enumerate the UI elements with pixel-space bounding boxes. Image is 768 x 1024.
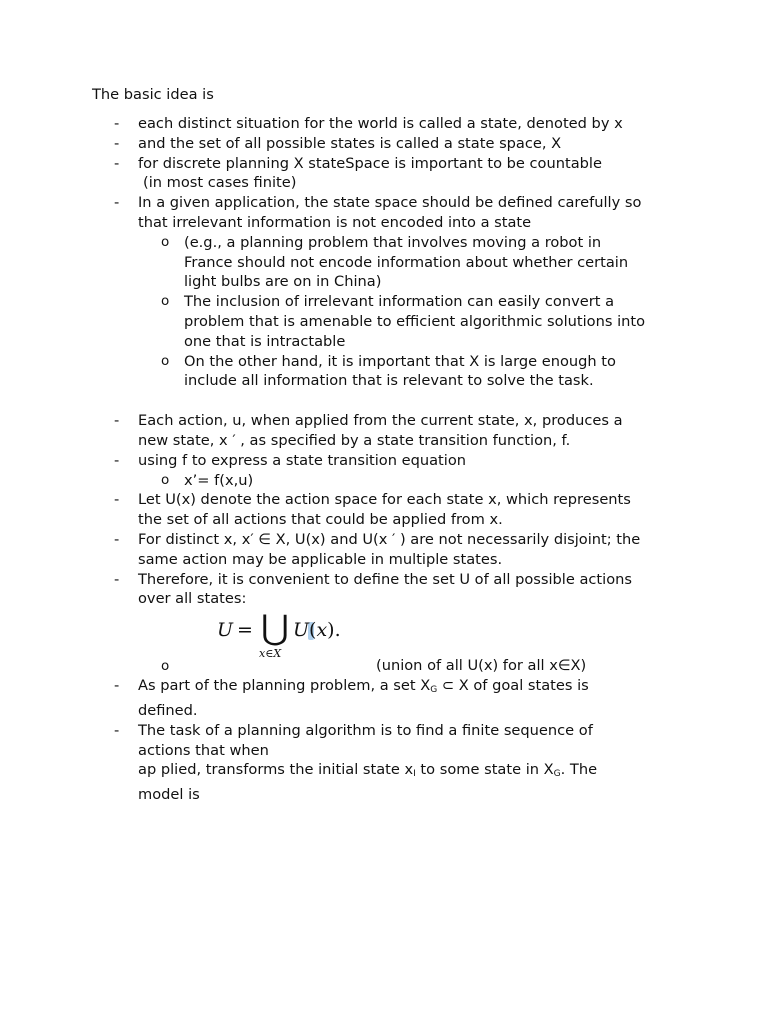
sub-bullet-item bbox=[0, 233, 768, 292]
bullet-item bbox=[0, 570, 768, 610]
transition-equation: x’= f(x,u) bbox=[184, 471, 254, 489]
bullet-line: model is bbox=[138, 786, 200, 804]
bullet-item bbox=[0, 530, 768, 570]
dash-marker: - bbox=[114, 194, 120, 212]
dash-marker: - bbox=[114, 491, 120, 509]
sub-bullet-item bbox=[0, 656, 768, 676]
dash-marker: - bbox=[114, 677, 120, 695]
bullet-line: using f to express a state transition equation bbox=[138, 451, 466, 469]
spacer bbox=[0, 391, 768, 411]
formula-equals: = bbox=[237, 619, 253, 641]
formula-lhs: U bbox=[217, 619, 234, 641]
bullet-item bbox=[0, 134, 768, 154]
circle-marker: o bbox=[161, 233, 170, 250]
bullet-line: that irrelevant information is not encoded into a state bbox=[138, 213, 532, 231]
bullet-item bbox=[0, 193, 768, 233]
dash-marker: - bbox=[114, 451, 120, 469]
bullet-item bbox=[0, 154, 768, 174]
circle-marker: o bbox=[161, 293, 170, 310]
circle-marker: o bbox=[161, 352, 170, 369]
task-line: ap plied, transforms the initial state $x_I$ to some state in $X_G$. The bbox=[138, 761, 598, 780]
sub-bullet-item bbox=[0, 292, 768, 351]
big-union-symbol: ⋃ bbox=[261, 608, 289, 648]
formula-space bbox=[0, 609, 768, 656]
bullet-item bbox=[0, 676, 768, 721]
sub-line: problem that is amenable to efficient algorithmic solutions into bbox=[184, 312, 646, 330]
circle-marker: o bbox=[161, 471, 170, 488]
sub-line: include all information that is relevant to solve the task. bbox=[184, 372, 594, 390]
bullet-item bbox=[0, 411, 768, 451]
bullet-line: Let U(x) denote the action space for each state x, which represents bbox=[138, 491, 631, 509]
bullet-line: The task of a planning algorithm is to find a finite sequence of bbox=[138, 721, 593, 739]
bullet-line: Therefore, it is convenient to define the set U of all possible actions bbox=[138, 570, 632, 588]
bullet-line: For distinct x, x′ ∈ X, U(x) and U(x ′ ) are not necessarily disjoint; the bbox=[138, 530, 641, 548]
dash-marker: - bbox=[114, 154, 120, 172]
bullet-item bbox=[0, 114, 768, 134]
sub-line: one that is intractable bbox=[184, 332, 346, 350]
circle-marker: o bbox=[161, 658, 170, 675]
formula-subscript: x∈X bbox=[259, 647, 282, 660]
bullet-line: each distinct situation for the world is called a state, denoted by x bbox=[138, 115, 623, 132]
sub-line: (e.g., a planning problem that involves moving a robot in bbox=[184, 233, 602, 251]
bullet-line: defined. bbox=[138, 701, 198, 719]
dash-marker: - bbox=[114, 412, 120, 430]
union-formula bbox=[217, 608, 357, 663]
sub-line: On the other hand, it is important that X is large enough to bbox=[184, 352, 616, 370]
bullet-line: same action may be applicable in multiple states. bbox=[138, 550, 503, 568]
bullet-line: In a given application, the state space should be defined carefully so bbox=[138, 194, 642, 212]
bullet-line: Each action, u, when applied from the current state, x, produces a bbox=[138, 412, 623, 430]
sub-line: The inclusion of irrelevant information can easily convert a bbox=[184, 293, 615, 311]
intro-text: The basic idea is bbox=[92, 86, 214, 103]
bullet-line: over all states: bbox=[138, 590, 247, 608]
bullet-line: new state, x ′ , as specified by a state transition function, f. bbox=[138, 431, 571, 449]
bullet-list bbox=[0, 114, 768, 805]
dash-marker: - bbox=[114, 570, 120, 588]
continuation-line: (in most cases finite) bbox=[143, 174, 297, 192]
union-note: (union of all U(x) for all x∈X) bbox=[376, 657, 587, 675]
bullet-item bbox=[0, 490, 768, 530]
dash-marker: - bbox=[114, 530, 120, 548]
sub-line: light bulbs are on in China) bbox=[184, 273, 382, 291]
bullet-line: and the set of all possible states is called a state space, X bbox=[138, 134, 562, 152]
bullet-line: the set of all actions that could be applied from x. bbox=[138, 511, 503, 529]
bullet-line: actions that when bbox=[138, 741, 269, 759]
bullet-line: for discrete planning X stateSpace is important to be countable bbox=[138, 154, 602, 172]
goal-line: As part of the planning problem, a set $X_G$ ⊂ X of goal states is bbox=[138, 677, 589, 696]
bullet-item bbox=[0, 721, 768, 805]
dash-marker: - bbox=[114, 115, 120, 132]
sub-line: France should not encode information about whether certain bbox=[184, 253, 629, 271]
dash-marker: - bbox=[114, 134, 120, 152]
bullet-item bbox=[0, 451, 768, 471]
sub-bullet-item bbox=[0, 352, 768, 392]
dash-marker: - bbox=[114, 721, 120, 739]
formula-rhs: U(x). bbox=[293, 619, 341, 641]
sub-bullet-item bbox=[0, 471, 768, 491]
